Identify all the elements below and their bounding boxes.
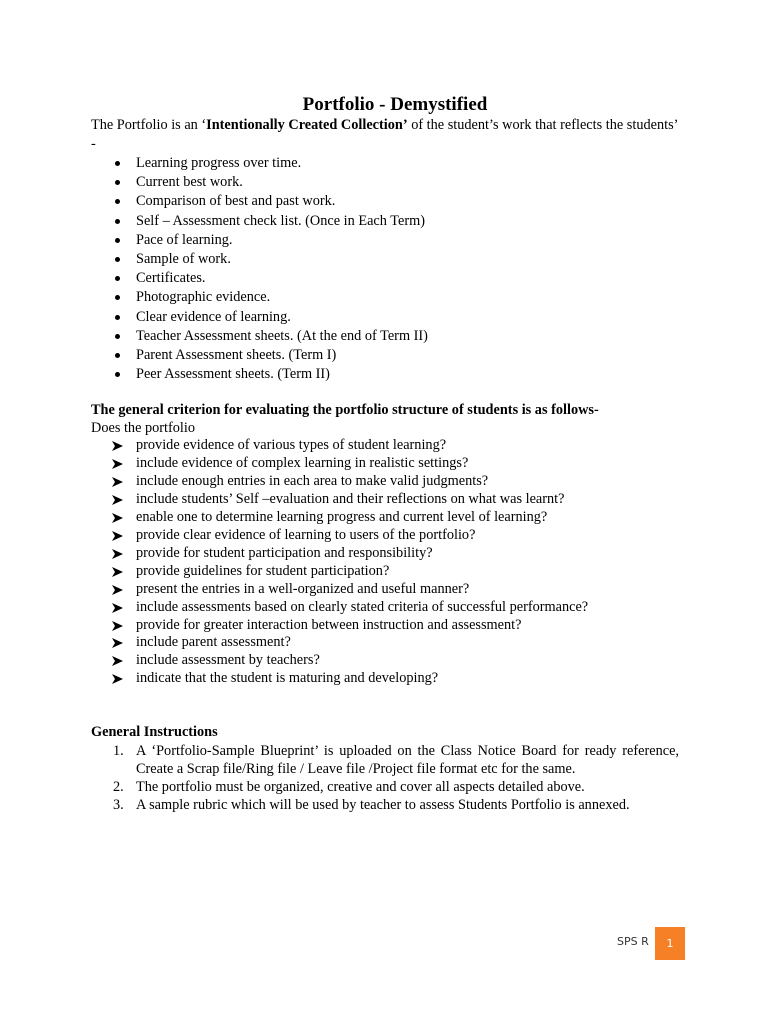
bullet-item: Clear evidence of learning. xyxy=(91,308,679,327)
criterion-item: provide evidence of various types of student learning? xyxy=(91,437,679,455)
arrow-bullet-icon xyxy=(111,621,123,631)
arrow-bullet-icon xyxy=(111,603,123,613)
criterion-item: include parent assessment? xyxy=(91,634,679,652)
reflection-bullet-list xyxy=(91,154,679,384)
instruction-item xyxy=(91,778,679,796)
arrow-bullet-icon xyxy=(111,549,123,559)
criterion-item: provide clear evidence of learning to users of the portfolio? xyxy=(91,527,679,545)
arrow-bullet-icon xyxy=(111,567,123,577)
arrow-bullet-icon xyxy=(111,638,123,648)
instruction-text: A sample rubric which will be used by teacher to assess Students Portfolio is annexed. xyxy=(136,797,630,814)
bullet-item: Peer Assessment sheets. (Term II) xyxy=(91,365,679,384)
general-instructions-heading: General Instructions xyxy=(91,724,218,741)
arrow-bullet-icon xyxy=(111,495,123,505)
bullet-item: Current best work. xyxy=(91,173,679,192)
bullet-item: Certificates. xyxy=(91,269,679,288)
instruction-item xyxy=(91,796,679,814)
page-number-badge: 1 xyxy=(655,927,685,960)
arrow-bullet-icon xyxy=(111,674,123,684)
arrow-bullet-icon xyxy=(111,513,123,523)
document-page xyxy=(91,94,679,814)
bullet-item: Pace of learning. xyxy=(91,231,679,250)
footer-label: SPS R xyxy=(617,935,649,948)
criterion-item: provide for greater interaction between instruction and assessment? xyxy=(91,617,679,635)
page-title: Portfolio - Demystified xyxy=(302,94,488,115)
intro-bold-term: Intentionally Created Collection’ xyxy=(206,117,408,133)
criterion-item: include assessment by teachers? xyxy=(91,652,679,670)
criterion-item: present the entries in a well-organized and useful manner? xyxy=(91,581,679,599)
instruction-number: 1. xyxy=(113,743,124,760)
arrow-bullet-icon xyxy=(111,656,123,666)
intro-suffix: of the student’s work that reflects the students’ - xyxy=(91,117,678,152)
criterion-intro: Does the portfolio xyxy=(91,420,196,437)
arrow-bullet-icon xyxy=(111,477,123,487)
instruction-item xyxy=(91,742,679,778)
bullet-item: Self – Assessment check list. (Once in Each Term) xyxy=(91,212,679,231)
bullet-item: Sample of work. xyxy=(91,250,679,269)
arrow-bullet-icon xyxy=(111,531,123,541)
criterion-item: provide for student participation and responsibility? xyxy=(91,545,679,563)
criterion-item: provide guidelines for student participation? xyxy=(91,563,679,581)
criterion-item: include students’ Self –evaluation and their reflections on what was learnt? xyxy=(91,491,679,509)
criterion-item: include evidence of complex learning in realistic settings? xyxy=(91,455,679,473)
bullet-item: Photographic evidence. xyxy=(91,288,679,307)
instruction-number: 2. xyxy=(113,779,124,796)
criterion-item: include enough entries in each area to make valid judgments? xyxy=(91,473,679,491)
bullet-item: Teacher Assessment sheets. (At the end of Term II) xyxy=(91,327,679,346)
bullet-item: Comparison of best and past work. xyxy=(91,192,679,211)
instruction-text: A ‘Portfolio-Sample Blueprint’ is uploaded on the Class Notice Board for ready reference, Create a Scrap file/Ring file / Leave file /Project file format etc for the same. xyxy=(136,743,679,778)
bullet-item: Parent Assessment sheets. (Term I) xyxy=(91,346,679,365)
intro-paragraph xyxy=(91,116,679,154)
intro-prefix: The Portfolio is an ‘ xyxy=(91,117,207,133)
criterion-heading: The general criterion for evaluating the portfolio structure of students is as follows- xyxy=(91,402,599,419)
instructions-list xyxy=(91,742,679,814)
criterion-arrow-list xyxy=(91,437,679,688)
instruction-number: 3. xyxy=(113,797,124,814)
instruction-text: The portfolio must be organized, creative and cover all aspects detailed above. xyxy=(136,779,585,796)
criterion-item: enable one to determine learning progress and current level of learning? xyxy=(91,509,679,527)
arrow-bullet-icon xyxy=(111,459,123,469)
criterion-item: include assessments based on clearly stated criteria of successful performance? xyxy=(91,599,679,617)
arrow-bullet-icon xyxy=(111,585,123,595)
bullet-item: Learning progress over time. xyxy=(91,154,679,173)
criterion-item: indicate that the student is maturing and developing? xyxy=(91,670,679,688)
arrow-bullet-icon xyxy=(111,441,123,451)
